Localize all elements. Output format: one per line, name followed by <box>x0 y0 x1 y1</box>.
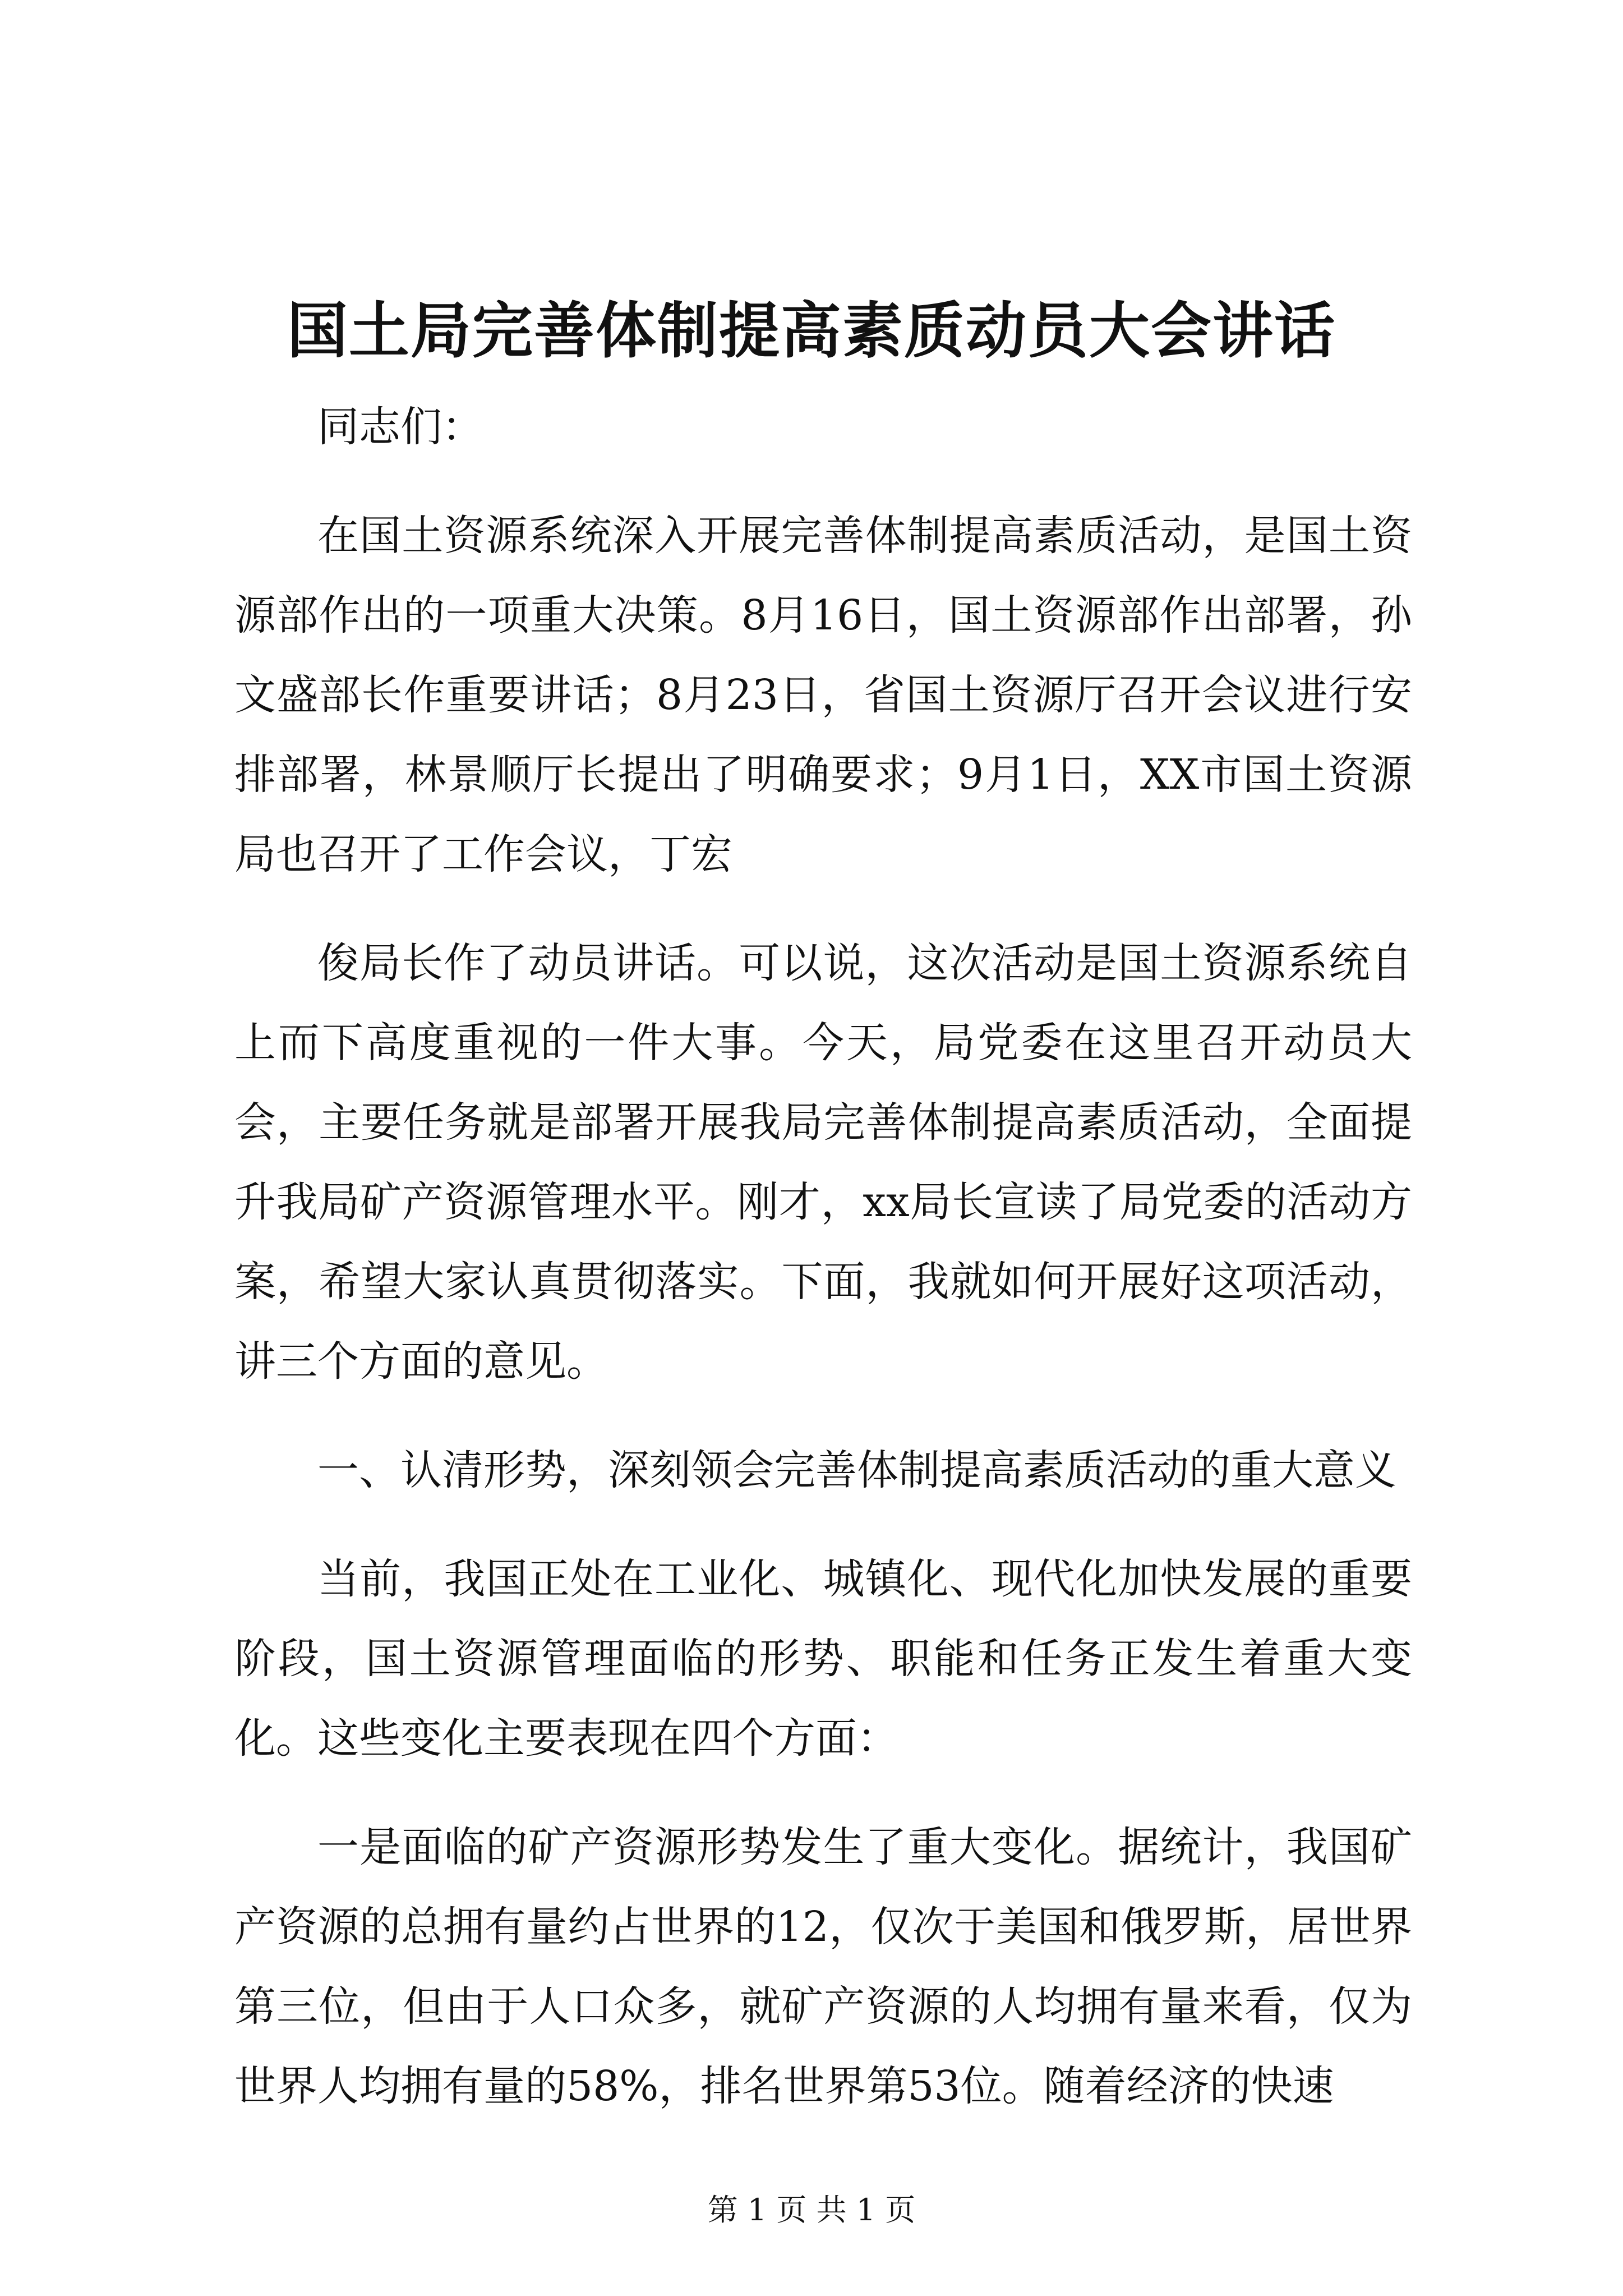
page-number-footer: 第 1 页 共 1 页 <box>707 2192 916 2228</box>
section-heading: 一、认清形势，深刻领会完善体制提高素质活动的重大意义 <box>317 1446 1396 1494</box>
body-paragraph: 一是面临的矿产资源形势发生了重大变化。据统计，我国矿产资源的总拥有量约占世界的12，仅次于美国和俄罗斯，居世界第三位，但由于人口众多，就矿产资源的人均拥有量来看，仅为世界人均拥有量的58%，排名世界第53位。随着经济的快速 <box>234 1823 1412 2110</box>
document-title: 国土局完善体制提高素质动员大会讲话 <box>287 296 1336 366</box>
salutation-paragraph: 同志们： <box>317 403 483 451</box>
body-paragraph: 俊局长作了动员讲话。可以说，这次活动是国土资源系统自上而下高度重视的一件大事。今天，局党委在这里召开动员大会，主要任务就是部署开展我局完善体制提高素质活动，全面提升我局矿产资源管理水平。刚才，xx局长宣读了局党委的活动方案，希望大家认真贯彻落实。下面，我就如何开展好这项活动，讲三个方面的意见。 <box>234 939 1412 1386</box>
body-paragraph: 当前，我国正处在工业化、城镇化、现代化加快发展的重要阶段，国土资源管理面临的形势、职能和任务正发生着重大变化。这些变化主要表现在四个方面： <box>234 1555 1412 1763</box>
body-paragraph: 在国土资源系统深入开展完善体制提高素质活动，是国土资源部作出的一项重大决策。8月16日，国土资源部作出部署，孙文盛部长作重要讲话；8月23日，省国土资源厅召开会议进行安排部署，林景顺厅长提出了明确要求；9月1日，XX市国土资源局也召开了工作会议，丁宏 <box>234 512 1412 878</box>
document-body <box>234 387 1412 2126</box>
